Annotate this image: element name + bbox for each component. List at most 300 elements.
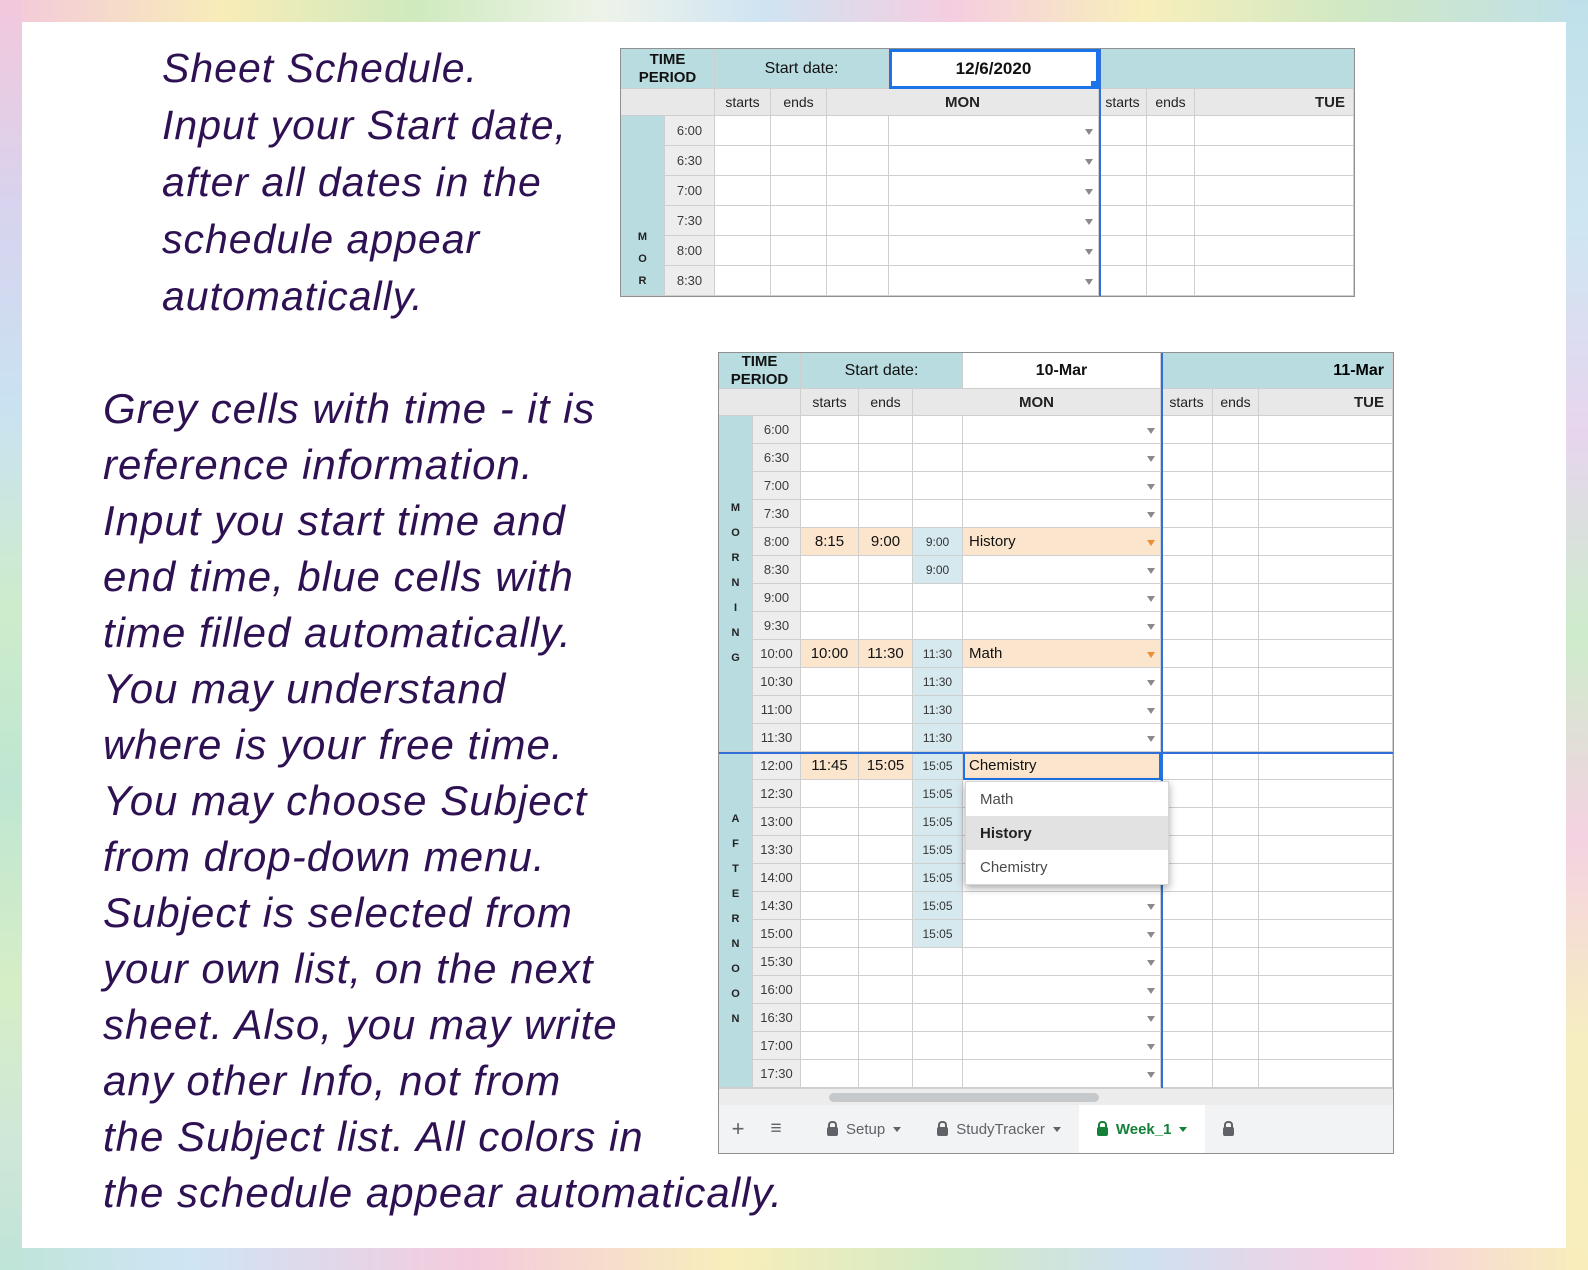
period-letter: I [733, 602, 738, 614]
cell-starts[interactable] [801, 696, 859, 724]
cell-ends[interactable] [1147, 206, 1195, 236]
cell-starts[interactable] [801, 976, 859, 1004]
period-letter: R [638, 275, 647, 287]
annotation-line: any other Info, not from [103, 1057, 562, 1104]
cell-subject[interactable] [1259, 976, 1393, 1004]
annotation-line: end time, blue cells with [103, 553, 574, 600]
sheet-tab[interactable] [1079, 1105, 1206, 1153]
sheet-tab[interactable] [919, 1105, 1079, 1153]
cell-starts[interactable] [1099, 116, 1147, 146]
cell-subject[interactable] [1259, 948, 1393, 976]
cell-ends[interactable] [859, 892, 913, 920]
cell-ends[interactable] [1147, 116, 1195, 146]
cell-subject[interactable] [963, 948, 1161, 976]
cell-subject[interactable] [963, 444, 1161, 472]
annotation-line: Grey cells with time - it is [103, 385, 596, 432]
cell-subject[interactable] [963, 976, 1161, 1004]
cell-ends[interactable] [859, 500, 913, 528]
cell-subject[interactable] [1195, 176, 1354, 206]
cell-ends[interactable] [1213, 976, 1259, 1004]
cell-subject[interactable] [963, 1004, 1161, 1032]
cell-starts[interactable] [801, 584, 859, 612]
cell-starts[interactable] [801, 444, 859, 472]
cell-end-ref[interactable]: 15:05 [913, 920, 963, 948]
cell-subject[interactable] [1259, 836, 1393, 864]
cell-starts[interactable] [1161, 696, 1213, 724]
cell-subject[interactable] [889, 206, 1099, 236]
cell-ends[interactable] [1213, 1060, 1259, 1088]
cell-subject[interactable] [963, 472, 1161, 500]
time-label-cell: 7:30 [753, 500, 801, 528]
cell-subject[interactable] [963, 612, 1161, 640]
all-sheets-menu-button[interactable]: ≡ [770, 1118, 782, 1139]
rainbow-border-bottom [0, 1248, 1588, 1270]
dropdown-arrow-icon[interactable] [1147, 484, 1155, 490]
cell-subject[interactable] [1259, 724, 1393, 752]
time-period-line2: PERIOD [730, 370, 789, 388]
cell-end-ref[interactable]: 11:30 [913, 696, 963, 724]
col-header-tue: TUE [1259, 389, 1393, 416]
cell-subject[interactable] [1259, 640, 1393, 668]
cell-ends[interactable] [1213, 1032, 1259, 1060]
time-label-cell: 16:30 [753, 1004, 801, 1032]
cell-ends[interactable] [1213, 640, 1259, 668]
cell-starts[interactable] [801, 556, 859, 584]
dropdown-arrow-icon[interactable] [1147, 904, 1155, 910]
cell-starts[interactable] [1161, 528, 1213, 556]
cell-subject[interactable] [963, 416, 1161, 444]
cell-ends[interactable] [1213, 528, 1259, 556]
time-label-cell: 13:30 [753, 836, 801, 864]
cell-starts[interactable] [1161, 472, 1213, 500]
cell-subject[interactable] [1259, 1032, 1393, 1060]
cell-starts[interactable] [715, 116, 771, 146]
cell-subject[interactable] [1259, 500, 1393, 528]
cell-ends[interactable] [859, 1060, 913, 1088]
cell-subject[interactable] [1195, 146, 1354, 176]
time-label-cell: 15:00 [753, 920, 801, 948]
dropdown-arrow-icon[interactable] [1085, 219, 1093, 225]
annotation-line: time filled automatically. [103, 609, 572, 656]
cell-end-ref[interactable]: 15:05 [913, 780, 963, 808]
cell-end-ref[interactable] [913, 1060, 963, 1088]
cell-ends[interactable] [1213, 780, 1259, 808]
start-date-input[interactable] [889, 49, 1099, 89]
cell-end-ref[interactable]: 15:05 [913, 836, 963, 864]
cell-subject[interactable] [1195, 116, 1354, 146]
cell-starts[interactable] [801, 808, 859, 836]
dropdown-arrow-icon[interactable] [1147, 988, 1155, 994]
annotation-line: Input your Start date, [162, 102, 567, 148]
cell-starts[interactable] [801, 780, 859, 808]
sheet1-grid [621, 49, 1354, 296]
cell-ends[interactable] [859, 920, 913, 948]
dropdown-arrow-icon[interactable] [1147, 1016, 1155, 1022]
dropdown-arrow-icon[interactable] [1147, 932, 1155, 938]
cell-ends[interactable] [859, 696, 913, 724]
cell-ends[interactable] [1213, 808, 1259, 836]
cell-starts[interactable] [1161, 752, 1213, 780]
cell-starts[interactable] [801, 612, 859, 640]
cell-subject[interactable] [1259, 1060, 1393, 1088]
time-label-cell: 6:30 [753, 444, 801, 472]
period-letter: M [730, 502, 741, 514]
cell-ends[interactable] [859, 472, 913, 500]
sheet-tab[interactable] [1205, 1105, 1252, 1153]
cell-ends[interactable] [859, 1004, 913, 1032]
dropdown-arrow-icon[interactable] [1147, 512, 1155, 518]
annotation-line: schedule appear [162, 216, 481, 262]
time-label-cell: 12:30 [753, 780, 801, 808]
cell-ends[interactable] [859, 724, 913, 752]
period-letter: M [637, 231, 648, 243]
cell-ends[interactable] [771, 116, 827, 146]
cell-starts[interactable] [801, 892, 859, 920]
dropdown-item[interactable]: History [966, 816, 1168, 850]
cell-end-ref[interactable]: 9:00 [913, 556, 963, 584]
cell-starts[interactable] [1161, 640, 1213, 668]
cell-ends[interactable] [771, 266, 827, 296]
sheet-tab-list [809, 1105, 1252, 1153]
mon-date-cell[interactable]: 10-Mar [963, 353, 1161, 389]
cell-ends[interactable] [1213, 892, 1259, 920]
header-filler [1099, 49, 1354, 89]
cell-subject[interactable] [1259, 472, 1393, 500]
cell-subject[interactable] [1259, 808, 1393, 836]
time-label-cell: 17:00 [753, 1032, 801, 1060]
cell-ends[interactable] [1213, 500, 1259, 528]
time-label-cell: 11:00 [753, 696, 801, 724]
cell-subject[interactable] [889, 266, 1099, 296]
cell-ends[interactable] [859, 948, 913, 976]
cell-starts[interactable] [715, 146, 771, 176]
annotation-line: Input you start time and [103, 497, 566, 544]
start-date-label: Start date: [801, 353, 963, 389]
annotation-line: Subject is selected from [103, 889, 573, 936]
sheet-tab-label: StudyTracker [956, 1120, 1045, 1138]
frozen-pane-divider [1161, 353, 1163, 1088]
cell-end-ref[interactable] [913, 1032, 963, 1060]
cell-subject[interactable] [963, 556, 1161, 584]
rainbow-border-left [0, 0, 22, 1270]
cell-end-ref[interactable] [913, 472, 963, 500]
cell-starts[interactable] [1161, 584, 1213, 612]
dropdown-arrow-icon[interactable] [1147, 428, 1155, 434]
subject-dropdown-menu [965, 781, 1169, 885]
cell-starts[interactable] [1099, 176, 1147, 206]
cell-subject[interactable] [889, 146, 1099, 176]
cell-starts[interactable] [1099, 236, 1147, 266]
cell-end-ref[interactable] [913, 1004, 963, 1032]
cell-subject[interactable] [963, 500, 1161, 528]
cell-starts[interactable] [801, 836, 859, 864]
time-label-cell: 7:00 [665, 176, 715, 206]
cell-end-ref[interactable]: 11:30 [913, 668, 963, 696]
dropdown-arrow-icon[interactable] [1085, 249, 1093, 255]
col-header-ends: ends [859, 389, 913, 416]
cell-subject[interactable] [1259, 528, 1393, 556]
cell-end-ref[interactable]: 15:05 [913, 892, 963, 920]
dropdown-arrow-icon[interactable] [1147, 596, 1155, 602]
cell-end-ref[interactable]: 15:05 [913, 864, 963, 892]
cell-ends[interactable] [859, 444, 913, 472]
cell-ends[interactable]: 15:05 [859, 752, 913, 780]
scrollbar-thumb[interactable] [829, 1093, 1099, 1102]
cell-starts[interactable] [801, 948, 859, 976]
cell-starts[interactable] [801, 1032, 859, 1060]
cell-starts[interactable] [1161, 444, 1213, 472]
period-letter: O [731, 988, 740, 1000]
cell-ends[interactable] [771, 236, 827, 266]
cell-end-ref[interactable] [913, 612, 963, 640]
cell-ends[interactable] [1213, 948, 1259, 976]
cell-subject[interactable] [889, 116, 1099, 146]
lock-icon [827, 1127, 838, 1136]
cell-starts[interactable] [1161, 556, 1213, 584]
cell-subject[interactable] [1259, 864, 1393, 892]
cell-ends[interactable] [1213, 612, 1259, 640]
cell-ends[interactable] [1213, 724, 1259, 752]
cell-ends[interactable] [859, 1032, 913, 1060]
sheet1-period-morning [621, 116, 665, 296]
cell-end-ref[interactable] [827, 146, 889, 176]
cell-starts[interactable] [801, 668, 859, 696]
annotation-line: Sheet Schedule. [162, 45, 478, 91]
subheader-filler [719, 389, 801, 416]
cell-subject[interactable] [963, 584, 1161, 612]
cell-starts[interactable] [801, 416, 859, 444]
cell-subject[interactable] [1259, 892, 1393, 920]
cell-starts[interactable] [801, 500, 859, 528]
cell-end-ref[interactable]: 15:05 [913, 752, 963, 780]
cell-starts[interactable] [1161, 976, 1213, 1004]
cell-subject[interactable] [889, 236, 1099, 266]
dropdown-item[interactable]: Chemistry [966, 850, 1168, 884]
cell-ends[interactable] [859, 864, 913, 892]
cell-subject[interactable] [1259, 556, 1393, 584]
annotation-line: You may understand [103, 665, 507, 712]
cell-starts[interactable] [715, 236, 771, 266]
cell-starts[interactable]: 8:15 [801, 528, 859, 556]
cell-ends[interactable] [1213, 1004, 1259, 1032]
cell-starts[interactable]: 11:45 [801, 752, 859, 780]
dropdown-arrow-icon[interactable] [1147, 652, 1155, 658]
dropdown-arrow-icon[interactable] [1085, 129, 1093, 135]
cell-starts[interactable] [1161, 668, 1213, 696]
period-letter: G [731, 652, 740, 664]
cell-starts[interactable] [1161, 1032, 1213, 1060]
cell-subject[interactable] [963, 668, 1161, 696]
cell-subject[interactable] [1259, 696, 1393, 724]
cell-starts[interactable] [801, 724, 859, 752]
cell-end-ref[interactable]: 15:05 [913, 808, 963, 836]
time-label-cell: 17:30 [753, 1060, 801, 1088]
cell-ends[interactable] [1213, 836, 1259, 864]
cell-ends[interactable] [1147, 176, 1195, 206]
cell-ends[interactable] [1213, 556, 1259, 584]
dropdown-arrow-icon[interactable] [1147, 456, 1155, 462]
cell-starts[interactable] [1161, 920, 1213, 948]
cell-starts[interactable] [1099, 266, 1147, 296]
cell-ends[interactable] [859, 836, 913, 864]
cell-end-ref[interactable] [827, 236, 889, 266]
time-period-line2: PERIOD [638, 68, 697, 86]
cell-ends[interactable] [859, 976, 913, 1004]
cell-ends[interactable]: 9:00 [859, 528, 913, 556]
dropdown-arrow-icon[interactable] [1147, 960, 1155, 966]
cell-subject[interactable] [1259, 668, 1393, 696]
cell-subject[interactable] [963, 892, 1161, 920]
cell-end-ref[interactable]: 11:30 [913, 724, 963, 752]
annotation-line: the Subject list. All colors in [103, 1113, 644, 1160]
cell-subject[interactable] [963, 1060, 1161, 1088]
cell-ends[interactable] [859, 808, 913, 836]
cell-end-ref[interactable] [827, 266, 889, 296]
cell-subject[interactable] [1195, 206, 1354, 236]
cell-starts[interactable] [801, 920, 859, 948]
cell-subject[interactable] [963, 920, 1161, 948]
period-letter: N [731, 577, 740, 589]
cell-starts[interactable] [715, 176, 771, 206]
cell-starts[interactable] [1161, 612, 1213, 640]
cell-ends[interactable] [859, 416, 913, 444]
cell-end-ref[interactable] [913, 948, 963, 976]
dropdown-arrow-icon[interactable] [1147, 624, 1155, 630]
cell-ends[interactable] [1213, 920, 1259, 948]
cell-subject[interactable]: Chemistry [963, 752, 1161, 780]
cell-subject[interactable] [963, 696, 1161, 724]
cell-end-ref[interactable] [913, 500, 963, 528]
cell-subject[interactable] [1259, 752, 1393, 780]
cell-ends[interactable] [859, 612, 913, 640]
cell-subject[interactable] [1259, 920, 1393, 948]
sheet-tab[interactable] [809, 1105, 919, 1153]
cell-starts[interactable] [1099, 206, 1147, 236]
cell-starts[interactable] [1161, 500, 1213, 528]
cell-end-ref[interactable] [827, 206, 889, 236]
cell-ends[interactable] [1147, 146, 1195, 176]
cell-ends[interactable] [1213, 864, 1259, 892]
cell-starts[interactable] [1161, 1060, 1213, 1088]
annotation-block-2 [103, 381, 783, 1221]
cell-subject[interactable] [1259, 612, 1393, 640]
cell-subject[interactable] [1259, 444, 1393, 472]
selection-fill-handle[interactable] [1091, 81, 1098, 88]
cell-ends[interactable] [771, 206, 827, 236]
sheet2-period-afternoon [719, 752, 753, 1088]
cell-ends[interactable] [771, 176, 827, 206]
period-letter: R [731, 913, 740, 925]
cell-subject[interactable] [889, 176, 1099, 206]
cell-ends[interactable] [771, 146, 827, 176]
cell-subject[interactable] [1195, 266, 1354, 296]
cell-ends[interactable] [1213, 472, 1259, 500]
cell-ends[interactable] [859, 668, 913, 696]
cell-ends[interactable] [1213, 444, 1259, 472]
cell-subject[interactable] [1259, 584, 1393, 612]
cell-end-ref[interactable] [827, 176, 889, 206]
cell-end-ref[interactable]: 11:30 [913, 640, 963, 668]
cell-ends[interactable] [1213, 668, 1259, 696]
cell-starts[interactable] [715, 206, 771, 236]
cell-starts[interactable] [801, 1060, 859, 1088]
cell-ends[interactable] [1213, 416, 1259, 444]
dropdown-arrow-icon[interactable] [1147, 680, 1155, 686]
cell-starts[interactable] [715, 266, 771, 296]
dropdown-arrow-icon[interactable] [1085, 189, 1093, 195]
cell-subject[interactable] [1195, 236, 1354, 266]
period-letter: R [731, 552, 740, 564]
cell-ends[interactable] [859, 584, 913, 612]
annotation-block-1 [162, 40, 567, 325]
dropdown-arrow-icon[interactable] [1147, 708, 1155, 714]
cell-subject[interactable]: History [963, 528, 1161, 556]
dropdown-arrow-icon[interactable] [1085, 159, 1093, 165]
period-letter: E [731, 888, 740, 900]
cell-end-ref[interactable] [913, 444, 963, 472]
cell-subject[interactable] [963, 724, 1161, 752]
lock-icon [1223, 1127, 1234, 1136]
cell-starts[interactable]: 10:00 [801, 640, 859, 668]
cell-starts[interactable] [801, 472, 859, 500]
cell-end-ref[interactable] [913, 976, 963, 1004]
cell-ends[interactable] [859, 780, 913, 808]
cell-subject[interactable]: Math [963, 640, 1161, 668]
cell-end-ref[interactable] [913, 584, 963, 612]
dropdown-arrow-icon[interactable] [1147, 736, 1155, 742]
cell-end-ref[interactable] [827, 116, 889, 146]
cell-starts[interactable] [801, 1004, 859, 1032]
cell-starts[interactable] [1161, 1004, 1213, 1032]
time-label-cell: 11:30 [753, 724, 801, 752]
time-period-line1: TIME [741, 353, 778, 370]
add-sheet-button[interactable]: + [731, 1116, 745, 1141]
cell-subject[interactable] [1259, 416, 1393, 444]
time-label-cell: 7:30 [665, 206, 715, 236]
annotation-line: from drop-down menu. [103, 833, 546, 880]
cell-starts[interactable] [1161, 416, 1213, 444]
cell-starts[interactable] [1161, 892, 1213, 920]
cell-subject[interactable] [963, 1032, 1161, 1060]
cell-end-ref[interactable] [913, 416, 963, 444]
cell-starts[interactable] [1161, 948, 1213, 976]
cell-starts[interactable] [1099, 146, 1147, 176]
cell-ends[interactable] [1147, 236, 1195, 266]
cell-starts[interactable] [1161, 724, 1213, 752]
sheet2-period-morning [719, 416, 753, 752]
dropdown-arrow-icon[interactable] [1147, 540, 1155, 546]
cell-starts[interactable] [801, 864, 859, 892]
cell-end-ref[interactable]: 9:00 [913, 528, 963, 556]
start-date-label: Start date: [715, 49, 889, 89]
dropdown-arrow-icon[interactable] [1147, 1072, 1155, 1078]
dropdown-arrow-icon[interactable] [1085, 279, 1093, 285]
cell-subject[interactable] [1259, 780, 1393, 808]
cell-ends[interactable]: 11:30 [859, 640, 913, 668]
cell-ends[interactable] [1213, 696, 1259, 724]
annotation-line: sheet. Also, you may write [103, 1001, 618, 1048]
dropdown-arrow-icon[interactable] [1147, 1044, 1155, 1050]
cell-subject[interactable] [1259, 1004, 1393, 1032]
tue-date-cell[interactable]: 11-Mar [1161, 353, 1393, 389]
time-label-cell: 10:30 [753, 668, 801, 696]
dropdown-item[interactable]: Math [966, 782, 1168, 816]
cell-ends[interactable] [1213, 584, 1259, 612]
dropdown-arrow-icon[interactable] [1147, 568, 1155, 574]
cell-ends[interactable] [859, 556, 913, 584]
cell-ends[interactable] [1213, 752, 1259, 780]
cell-ends[interactable] [1147, 266, 1195, 296]
